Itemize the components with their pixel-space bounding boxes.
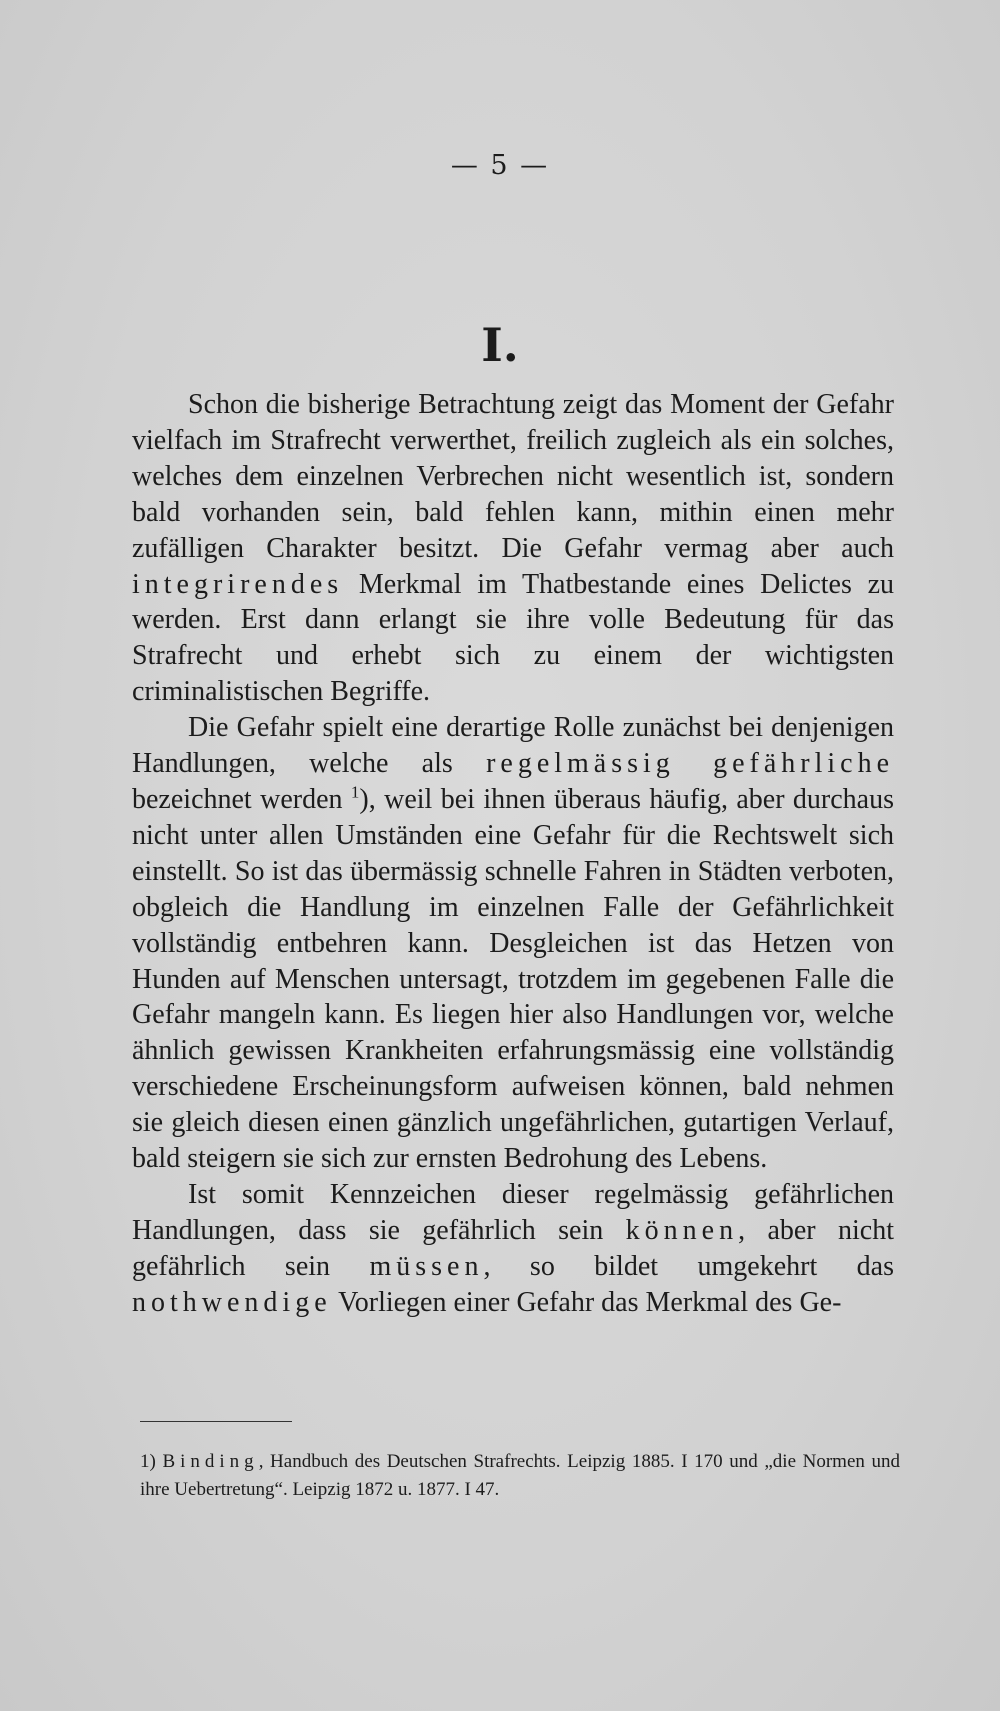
footnote-reference: 1 <box>350 782 360 802</box>
spaced-emphasis: integrirendes <box>132 568 344 600</box>
text-run: Vorliegen einer Gefahr das Merkmal des Ge- <box>331 1286 842 1318</box>
text-run: bezeichnet werden <box>132 783 351 815</box>
paragraph <box>132 387 894 710</box>
page-number: — 5 — <box>450 150 550 181</box>
footnotes <box>140 1448 900 1504</box>
spaced-emphasis: müssen <box>369 1250 484 1282</box>
chapter-heading: I. <box>481 318 519 372</box>
paragraph <box>132 710 894 1177</box>
spaced-emphasis: können <box>625 1214 739 1246</box>
text-run: Merkmal im Thatbestande eines Delictes zu werden. Erst dann erlangt sie ihre volle Bedeutung für das Strafrecht und erhebt sich zu einem der wichtigsten criminalistischen Begriffe. <box>132 568 894 708</box>
text-run: ), weil bei ihnen überaus häufig, aber durchaus nicht unter allen Umständen eine Gefahr für die Rechtswelt sich einstellt. So ist das übermässig schnelle Fahren in Städten verboten, obgleich die Handlung im einzelnen Falle der Gefährlichkeit vollständig entbehren kann. Desgleichen ist das Hetzen von Hunden auf Menschen untersagt, trotzdem im gegebenen Falle die Gefahr mangeln kann. Es liegen hier also Handlungen vor, welche ähnlich gewissen Krankheiten erfahrungsmässig eine vollständig verschiedene Erscheinungsform aufweisen können, bald nehmen sie gleich diesen einen gänzlich ungefährlichen, gutartigen Verlauf, bald steigern sie sich zur ernsten Bedrohung des Lebens. <box>132 783 894 1175</box>
text-run: Ist somit Kennzeichen dieser regelmässig gefährlichen Handlungen, dass sie gefährlich sein <box>132 1178 894 1246</box>
paragraph <box>132 1177 894 1321</box>
footnote-divider <box>140 1421 292 1422</box>
footnote-text: , Handbuch des Deutschen Strafrechts. Leipzig 1885. I 170 und „die Normen und ihre Uebertretung“. Leipzig 1872 u. 1877. I 47. <box>140 1451 901 1500</box>
footnote-author: Binding <box>162 1451 259 1472</box>
spaced-emphasis: regelmässig gefährliche <box>486 748 894 780</box>
text-run: , aber nicht gefährlich sein <box>132 1214 894 1282</box>
footnote <box>140 1448 900 1504</box>
text-run: , so bildet umgekehrt das <box>483 1250 894 1282</box>
footnote-marker: 1) <box>140 1451 156 1472</box>
body-text <box>132 387 894 1321</box>
text-run: Schon die bisherige Betrachtung zeigt das Moment der Gefahr vielfach im Strafrecht verwerthet, freilich zugleich als ein solches, welches dem einzelnen Verbrechen nicht wesentlich ist, sondern bald vorhanden sein, bald fehlen kann, mithin einen mehr zufälligen Charakter besitzt. Die Gefahr vermag aber auch <box>132 389 894 564</box>
spaced-emphasis: nothwendige <box>132 1286 332 1318</box>
text-run: Die Gefahr spielt eine derartige Rolle zunächst bei denjenigen Handlungen, welche als <box>132 712 894 780</box>
